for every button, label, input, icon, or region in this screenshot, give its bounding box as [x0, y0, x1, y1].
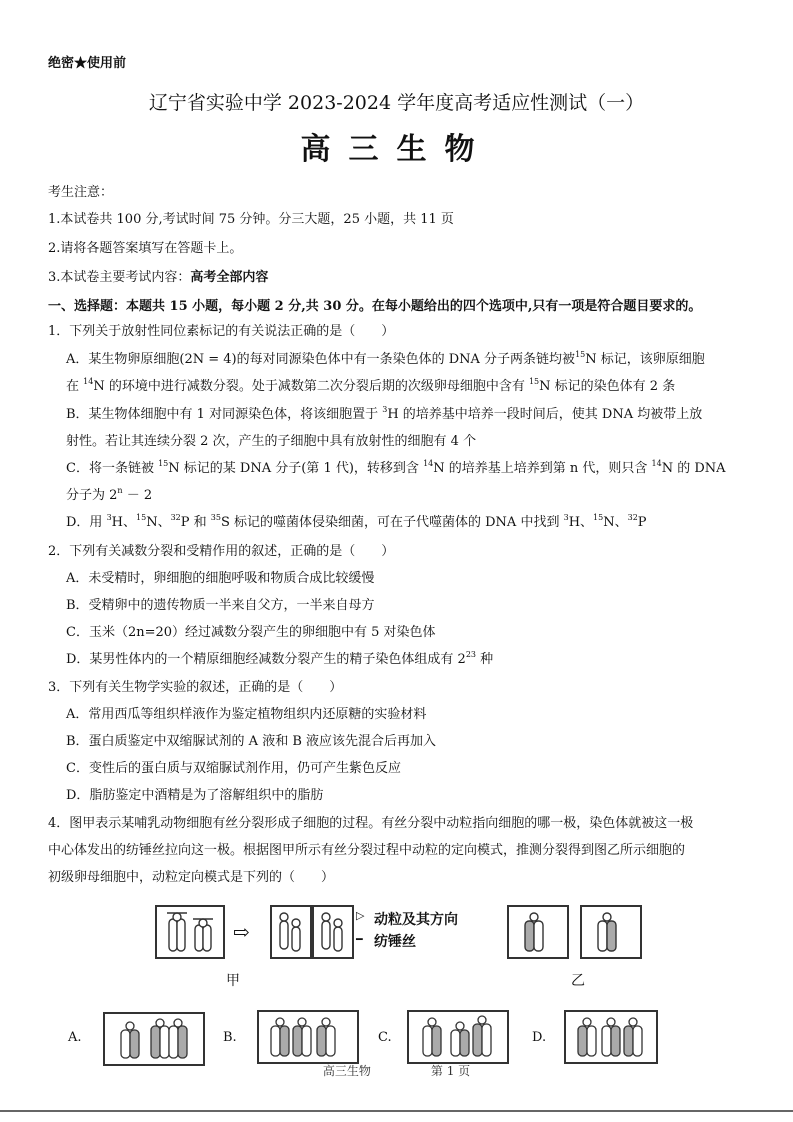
chromosome-diagram — [157, 907, 223, 957]
legend-spindle: 纺锤丝 — [374, 934, 416, 950]
q4-line-2: 中心体发出的纺锤丝拉向这一极。根据图甲所示有丝分裂过程中动粒的定向模式，推测分裂得到图乙所示细胞的 — [48, 843, 686, 858]
q2-option-b: B．受精卵中的遗传物质一半来自父方，一半来自母方 — [66, 598, 375, 613]
figure-jia-daughter-2 — [312, 905, 354, 959]
footer-subject: 高三生物 — [322, 1064, 371, 1078]
chromosome-diagram — [272, 907, 310, 957]
bottom-rule — [0, 1110, 793, 1112]
q3-option-b: B．蛋白质鉴定中双缩脲试剂的 A 液和 B 液应该先混合后再加入 — [66, 734, 437, 749]
notice-item-3: 3.本试卷主要考试内容：高考全部内容 — [48, 270, 269, 285]
q1-option-c-line1: C．将一条链被 $^{15}$N 标记的某 DNA 分子(第 1 代)，转移到含 $^{14}$N 的培养基上培养到第 n 代，则只含 $^{14}$N 的 DNA — [66, 459, 726, 476]
page-footer — [0, 1062, 793, 1079]
chromosome-diagram — [566, 1012, 656, 1062]
notice-heading: 考生注意： — [48, 185, 114, 200]
figure-jia-cell-parent — [155, 905, 225, 959]
q4-option-c-figure — [407, 1010, 509, 1064]
subject-title: 高三生物 — [300, 132, 493, 167]
label-yi: 乙 — [571, 973, 585, 989]
triangle-pointer-icon: ▷ — [356, 909, 365, 922]
q4-option-c-label: C. — [378, 1030, 392, 1045]
chromosome-diagram — [105, 1014, 203, 1064]
figure-yi-cell-2 — [580, 905, 642, 959]
q2-stem: 2．下列有关减数分裂和受精作用的叙述，正确的是（ ） — [48, 544, 395, 559]
chromosome-diagram — [314, 907, 352, 957]
q2-option-c: C．玉米（2n=20）经过减数分裂产生的卵细胞中有 5 对染色体 — [66, 625, 436, 640]
q3-option-d: D．脂肪鉴定中酒精是为了溶解组织中的脂肪 — [66, 788, 324, 803]
q2-option-d: D．某男性体内的一个精原细胞经减数分裂产生的精子染色体组成有 $2^{23}$ 种 — [66, 650, 494, 667]
q1-option-a-line2: 在 $^{14}$N 的环境中进行减数分裂。处于减数第二次分裂后期的次级卵母细胞中含有 $^{15}$N 标记的染色体有 2 条 — [66, 377, 676, 394]
q4-option-b-figure — [257, 1010, 359, 1064]
q4-option-b-label: B. — [223, 1030, 237, 1045]
secret-label: 绝密★使用前 — [48, 56, 127, 71]
q4-option-d-figure — [564, 1010, 658, 1064]
q1-option-a-line1: A．某生物卵原细胞(2N = 4)的每对同源染色体中有一条染色体的 DNA 分子两条链均被$^{15}$N 标记，该卵原细胞 — [66, 350, 705, 367]
notice-item-1: 1.本试卷共 100 分,考试时间 75 分钟。分三大题，25 小题，共 11 页 — [48, 212, 454, 227]
label-jia: 甲 — [226, 973, 240, 989]
q4-line-1: 4．图甲表示某哺乳动物细胞有丝分裂形成子细胞的过程。有丝分裂中动粒指向细胞的哪一极，染色体就被这一极 — [48, 816, 694, 831]
q1-option-b-line1: B．某生物体细胞中有 1 对同源染色体，将该细胞置于 $^3$H 的培养基中培养一段时间后，使其 DNA 均被带上放 — [66, 405, 703, 422]
figure-yi-cell-1 — [507, 905, 569, 959]
dash-icon: ━ — [356, 933, 363, 946]
notice-item-2: 2.请将各题答案填写在答题卡上。 — [48, 241, 243, 256]
chromosome-diagram — [582, 907, 640, 957]
q4-option-a-figure — [103, 1012, 205, 1066]
q4-line-3: 初级卵母细胞中，动粒定向模式是下列的（ ） — [48, 870, 335, 885]
q3-stem: 3．下列有关生物学实验的叙述，正确的是（ ） — [48, 680, 343, 695]
chromosome-diagram — [509, 907, 567, 957]
page-number: 第 1 页 — [430, 1064, 471, 1078]
figure-jia-daughter-1 — [270, 905, 312, 959]
q1-stem: 1．下列关于放射性同位素标记的有关说法正确的是（ ） — [48, 324, 395, 339]
q2-option-a: A．未受精时，卵细胞的细胞呼吸和物质合成比较缓慢 — [66, 571, 375, 586]
section-heading: 一、选择题：本题共 15 小题，每小题 2 分,共 30 分。在每小题给出的四个选项中,只有一项是符合题目要求的。 — [48, 299, 702, 314]
chromosome-diagram — [409, 1012, 507, 1062]
q1-option-c-line2: 分子为 $2^n - 2$ — [66, 486, 153, 503]
q4-option-d-label: D. — [532, 1030, 547, 1045]
q3-option-a: A．常用西瓜等组织样液作为鉴定植物组织内还原糖的实验材料 — [66, 707, 427, 722]
q1-option-b-line2: 射性。若让其连续分裂 2 次，产生的子细胞中具有放射性的细胞有 4 个 — [66, 434, 477, 449]
q4-option-a-label: A. — [68, 1030, 82, 1045]
q3-option-c: C．变性后的蛋白质与双缩脲试剂作用，仍可产生紫色反应 — [66, 761, 401, 776]
q1-option-d: D．用 $^3$H、$^{15}$N、$^{32}$P 和 $^{35}$S 标记的噬菌体侵染细菌，可在子代噬菌体的 DNA 中找到 $^3$H、$^{15}$N、$^{32}$P — [66, 513, 647, 530]
arrow-right-icon: ⇨ — [233, 920, 250, 944]
legend-kinetochore: 动粒及其方向 — [374, 912, 458, 928]
chromosome-diagram — [259, 1012, 357, 1062]
exam-title: 辽宁省实验中学 2023-2024 学年度高考适应性测试（一） — [148, 92, 645, 114]
